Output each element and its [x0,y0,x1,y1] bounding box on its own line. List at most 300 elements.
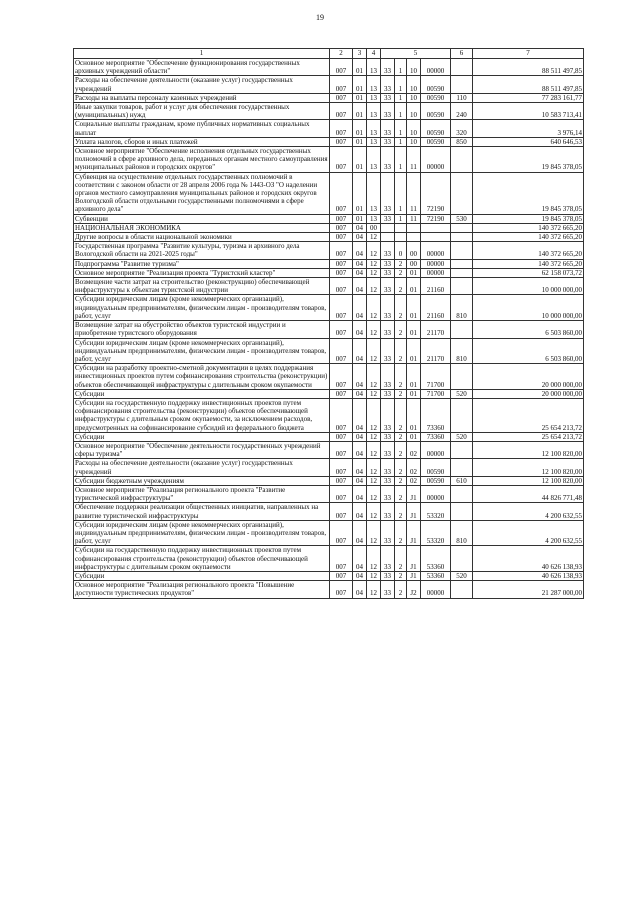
row-subsection-code: 13 [367,172,381,214]
row-subsection-code: 12 [367,485,381,502]
row-admin-code: 007 [330,103,353,120]
table-row [74,321,584,338]
col-header-name: 1 [74,49,330,59]
row-target-direction: 00000 [421,147,451,173]
row-name-cell: Субсидии на разработку проектно-сметной документации в целях поддержания инвестиционных проектов путем софинансирования строительства (реконструкции) объектов обеспечивающей инфраструктуры с длительным сроком окупаемости [74,364,330,390]
row-target-program: 33 [381,364,395,390]
row-section-code: 04 [353,398,367,432]
row-name-cell: Основное мероприятие "Обеспечение функционирования государственных архивных учреждений области" [74,59,330,76]
row-subsection-code: 13 [367,103,381,120]
row-admin-code: 007 [330,268,353,277]
row-admin-code: 007 [330,520,353,546]
row-target-direction: 71700 [421,364,451,390]
table-row [74,278,584,295]
row-target-measure: 00 [407,259,421,268]
row-target-direction: 00000 [421,581,451,598]
row-target-measure: 11 [407,172,421,214]
row-target-program: 33 [381,459,395,476]
row-name-cell: Субвенция на осуществление отдельных государственных полномочий в соответствии с законом области от 28 апреля 2006 года № 1443-ОЗ "О наделении органов местного самоуправления муниципальных районов и городских округов Вологодской области отдельными государственными полномочиями в сфере архивного дела" [74,172,330,214]
row-target-program: 33 [381,398,395,432]
row-amount: 12 100 820,00 [473,476,584,485]
row-expense-type: 320 [451,120,473,137]
row-expense-type: 810 [451,338,473,364]
row-subsection-code: 12 [367,338,381,364]
row-admin-code: 007 [330,432,353,441]
row-amount: 10 000 000,00 [473,295,584,321]
row-target-direction: 53360 [421,546,451,572]
row-name-cell: НАЦИОНАЛЬНАЯ ЭКОНОМИКА [74,223,330,232]
row-amount: 25 654 213,72 [473,432,584,441]
row-target-program: 33 [381,389,395,398]
row-amount: 140 372 665,20 [473,233,584,242]
row-name-cell: Субсидии на государственную поддержку инвестиционных проектов путем софинансирования строительства (реконструкции) объектов обеспечивающей инфраструктуры с длительным сроком окупаемости, за исключением расходов, предусмотренных на софинансирование субсидий из федерального бюджета [74,398,330,432]
row-name-cell: Иные закупки товаров, работ и услуг для обеспечения государственных (муниципальных) нужд [74,103,330,120]
row-target-subprogram [395,233,407,242]
row-section-code: 04 [353,295,367,321]
row-expense-type [451,321,473,338]
row-expense-type [451,546,473,572]
row-subsection-code: 12 [367,571,381,580]
row-target-measure: 00 [407,242,421,259]
row-section-code: 04 [353,242,367,259]
row-target-program: 33 [381,59,395,76]
row-name-cell: Основное мероприятие "Обеспечение деятельности государственных учреждений сферы туризма" [74,441,330,458]
row-target-direction: 21160 [421,278,451,295]
row-amount: 4 200 632,55 [473,520,584,546]
row-admin-code: 007 [330,398,353,432]
row-amount: 62 158 073,72 [473,268,584,277]
row-admin-code: 007 [330,295,353,321]
table-body [74,59,584,599]
row-amount: 77 283 161,77 [473,93,584,102]
row-expense-type [451,441,473,458]
table-row [74,93,584,102]
row-target-program: 33 [381,571,395,580]
row-target-program: 33 [381,103,395,120]
row-amount: 20 000 000,00 [473,364,584,390]
row-name-cell: Субсидии на государственную поддержку инвестиционных проектов путем софинансирования строительства (реконструкции) объектов обеспечивающей инфраструктуры с длительным сроком окупаемости [74,546,330,572]
row-admin-code: 007 [330,571,353,580]
row-section-code: 04 [353,364,367,390]
row-target-measure: 10 [407,76,421,93]
row-expense-type [451,223,473,232]
row-expense-type [451,76,473,93]
row-target-measure: 10 [407,93,421,102]
table-row [74,459,584,476]
row-expense-type [451,581,473,598]
row-expense-type: 520 [451,571,473,580]
row-name-cell: Субсидии [74,389,330,398]
row-target-subprogram: 2 [395,364,407,390]
row-admin-code: 007 [330,485,353,502]
row-target-subprogram: 2 [395,459,407,476]
row-name-cell: Уплата налогов, сборов и иных платежей [74,137,330,146]
row-target-direction: 21170 [421,338,451,364]
row-name-cell: Расходы на обеспечение деятельности (оказание услуг) государственных учреждений [74,76,330,93]
row-admin-code: 007 [330,147,353,173]
row-subsection-code: 12 [367,268,381,277]
row-expense-type: 810 [451,295,473,321]
row-subsection-code: 12 [367,520,381,546]
row-target-measure: J1 [407,503,421,520]
row-target-direction: 73360 [421,432,451,441]
page-number: 19 [316,13,324,22]
row-amount: 19 845 378,05 [473,172,584,214]
row-target-program: 33 [381,520,395,546]
row-amount: 20 000 000,00 [473,389,584,398]
row-target-direction [421,223,451,232]
table-row [74,476,584,485]
row-expense-type: 520 [451,432,473,441]
row-amount: 88 511 497,85 [473,76,584,93]
col-header-section: 3 [353,49,367,59]
row-target-direction: 00000 [421,259,451,268]
row-name-cell: Основное мероприятие "Реализация регионального проекта "Повышение доступности туристических продуктов" [74,581,330,598]
row-target-subprogram: 0 [395,242,407,259]
row-name-cell: Основное мероприятие "Обеспечение исполнения отдельных государственных полномочий в сфере архивного дела, переданных органам местного самоуправления муниципальных районов и городских округов" [75,147,328,172]
row-name-cell: Расходы на выплаты персоналу казенных учреждений [74,93,330,102]
row-target-measure: 02 [407,441,421,458]
row-subsection-code: 12 [367,259,381,268]
table-row [74,389,584,398]
row-target-measure: 02 [407,476,421,485]
row-target-direction: 21170 [421,321,451,338]
row-section-code: 04 [353,571,367,580]
row-target-subprogram: 1 [395,103,407,120]
row-target-program: 33 [381,295,395,321]
table-row [74,268,584,277]
row-expense-type [451,278,473,295]
row-name-cell: Социальные выплаты гражданам, кроме публичных нормативных социальных выплат [74,120,330,137]
row-amount: 6 503 860,00 [473,321,584,338]
row-expense-type [451,172,473,214]
row-admin-code: 007 [330,93,353,102]
row-target-subprogram: 2 [395,295,407,321]
row-admin-code: 007 [330,278,353,295]
row-subsection-code: 12 [367,546,381,572]
row-admin-code: 007 [330,214,353,223]
row-target-subprogram: 1 [395,76,407,93]
row-section-code: 04 [353,503,367,520]
row-admin-code: 007 [330,364,353,390]
row-section-code: 04 [353,459,367,476]
row-expense-type [451,242,473,259]
row-target-program: 33 [381,278,395,295]
row-admin-code: 007 [330,441,353,458]
row-amount: 140 372 665,20 [473,242,584,259]
row-section-code: 04 [353,441,367,458]
row-target-measure: J1 [407,546,421,572]
row-target-program: 33 [381,485,395,502]
row-admin-code: 007 [330,503,353,520]
row-target-program: 33 [381,338,395,364]
row-section-code: 01 [353,76,367,93]
row-target-direction: 00590 [421,76,451,93]
row-target-measure: 01 [407,268,421,277]
row-expense-type [451,59,473,76]
row-name-cell: Субсидии [74,432,330,441]
table-row [74,214,584,223]
row-target-direction: 00000 [421,485,451,502]
row-name-cell: Обеспечение поддержки реализации общественных инициатив, направленных на развитие туристической инфраструктуры [74,503,330,520]
row-admin-code: 007 [330,476,353,485]
row-section-code: 04 [353,259,367,268]
row-target-subprogram: 2 [395,389,407,398]
row-subsection-code: 12 [367,233,381,242]
row-target-direction: 00590 [421,459,451,476]
row-target-direction [421,233,451,242]
table-row [74,233,584,242]
row-target-subprogram: 1 [395,147,407,173]
row-target-measure: 10 [407,59,421,76]
row-target-measure: 11 [407,147,421,173]
row-target-subprogram [395,223,407,232]
row-target-direction: 00000 [421,242,451,259]
row-target-subprogram: 2 [395,398,407,432]
row-section-code: 01 [353,172,367,214]
row-subsection-code: 13 [367,147,381,173]
table-row [74,76,584,93]
row-target-measure: 01 [407,278,421,295]
row-target-direction: 21160 [421,295,451,321]
row-name-cell: Основное мероприятие "Реализация проекта "Туристский кластер" [74,268,330,277]
row-subsection-code: 12 [367,321,381,338]
row-target-subprogram: 1 [395,59,407,76]
header-row [74,49,584,59]
row-target-program: 33 [381,120,395,137]
col-header-amount: 7 [473,49,584,59]
table-row [74,503,584,520]
row-section-code: 04 [353,546,367,572]
row-target-measure: 10 [407,120,421,137]
row-target-measure: J1 [407,571,421,580]
row-expense-type [451,485,473,502]
row-amount: 40 626 138,93 [473,571,584,580]
row-target-subprogram: 1 [395,214,407,223]
row-section-code: 04 [353,338,367,364]
row-section-code: 01 [353,214,367,223]
row-name-cell: Субсидии бюджетным учреждениям [74,476,330,485]
row-expense-type [451,364,473,390]
row-section-code: 04 [353,432,367,441]
row-target-subprogram: 2 [395,278,407,295]
row-target-direction: 53320 [421,520,451,546]
row-admin-code: 007 [330,59,353,76]
row-expense-type [451,459,473,476]
row-subsection-code: 12 [367,242,381,259]
row-admin-code: 007 [330,581,353,598]
row-target-subprogram: 2 [395,259,407,268]
row-target-subprogram: 2 [395,441,407,458]
row-target-program: 33 [381,137,395,146]
row-expense-type: 850 [451,137,473,146]
row-target-measure: 01 [407,364,421,390]
row-name-cell: Подпрограмма "Развитие туризма" [74,259,330,268]
row-expense-type: 520 [451,389,473,398]
row-admin-code: 007 [330,338,353,364]
row-subsection-code: 12 [367,295,381,321]
row-amount: 12 100 820,00 [473,441,584,458]
table-row [74,398,584,432]
row-amount: 140 372 665,20 [473,259,584,268]
row-target-subprogram: 1 [395,172,407,214]
table-row [74,103,584,120]
row-target-measure: 01 [407,389,421,398]
row-amount: 12 100 820,00 [473,459,584,476]
row-target-direction: 00590 [421,93,451,102]
row-subsection-code: 13 [367,214,381,223]
row-target-direction: 00590 [421,103,451,120]
row-amount: 140 372 665,20 [473,223,584,232]
row-subsection-code: 12 [367,503,381,520]
row-target-subprogram: 2 [395,476,407,485]
row-target-direction: 73360 [421,398,451,432]
row-target-subprogram: 2 [395,432,407,441]
row-target-program: 33 [381,147,395,173]
row-name-cell: Субсидии юридическим лицам (кроме некоммерческих организаций), индивидуальным предпринимателям, физическим лицам - производителям товаров, работ, услуг [74,338,330,364]
row-name-cell: Субвенции [74,214,330,223]
row-section-code: 04 [353,233,367,242]
row-target-measure: J1 [407,520,421,546]
row-target-program: 33 [381,268,395,277]
row-section-code: 01 [353,93,367,102]
row-target-direction: 53360 [421,571,451,580]
row-subsection-code: 12 [367,432,381,441]
row-section-code: 01 [353,137,367,146]
table-row [74,295,584,321]
row-section-code: 04 [353,278,367,295]
table-row [74,520,584,546]
row-amount: 19 845 378,05 [473,147,584,173]
row-amount: 44 826 771,48 [473,485,584,502]
row-section-code: 01 [353,103,367,120]
table-row [74,338,584,364]
row-amount: 10 583 713,41 [473,103,584,120]
row-amount: 25 654 213,72 [473,398,584,432]
row-target-program: 33 [381,214,395,223]
row-target-measure: 01 [407,432,421,441]
row-target-measure [407,233,421,242]
row-subsection-code: 00 [367,223,381,232]
row-target-direction: 72190 [421,172,451,214]
row-name-cell: Основное мероприятие "Реализация регионального проекта "Развитие туристической инфраструктуры" [74,485,330,502]
row-subsection-code: 13 [367,137,381,146]
col-header-admin: 2 [330,49,353,59]
row-name-cell: Расходы на обеспечение деятельности (оказание услуг) государственных учреждений [74,459,330,476]
row-amount: 3 976,14 [473,120,584,137]
row-name-cell: Субсидии юридическим лицам (кроме некоммерческих организаций), индивидуальным предпринимателям, физическим лицам - производителям товаров, работ, услуг [74,520,330,546]
table-row [74,242,584,259]
row-target-subprogram: 2 [395,571,407,580]
row-name-cell: Возмещение затрат на обустройство объектов туристской индустрии и приобретение туристского оборудования [74,321,330,338]
row-admin-code: 007 [330,137,353,146]
row-target-program: 33 [381,259,395,268]
row-target-measure: 11 [407,214,421,223]
row-section-code: 04 [353,581,367,598]
row-target-subprogram: 1 [395,137,407,146]
table-row [74,571,584,580]
row-admin-code: 007 [330,259,353,268]
row-subsection-code: 12 [367,278,381,295]
col-header-expense-type: 6 [451,49,473,59]
row-target-measure: 01 [407,321,421,338]
row-admin-code: 007 [330,76,353,93]
row-target-direction: 72190 [421,214,451,223]
row-admin-code: 007 [330,389,353,398]
row-target-subprogram: 2 [395,581,407,598]
row-target-subprogram: 2 [395,520,407,546]
row-section-code: 04 [353,268,367,277]
row-target-program: 33 [381,76,395,93]
row-subsection-code: 12 [367,476,381,485]
row-amount: 6 503 860,00 [473,338,584,364]
row-target-subprogram: 2 [395,546,407,572]
row-section-code: 01 [353,59,367,76]
row-target-direction: 00000 [421,268,451,277]
row-target-direction: 00000 [421,441,451,458]
row-target-program: 33 [381,581,395,598]
table-row [74,432,584,441]
row-section-code: 04 [353,485,367,502]
table-row [74,259,584,268]
row-target-measure: J1 [407,485,421,502]
row-name-cell: Другие вопросы в области национальной экономики [74,233,330,242]
table-row [74,59,584,76]
row-admin-code: 007 [330,120,353,137]
row-expense-type [451,398,473,432]
row-target-measure: J2 [407,581,421,598]
row-target-direction: 00590 [421,476,451,485]
col-header-target: 5 [381,49,451,59]
row-target-direction: 71700 [421,389,451,398]
row-admin-code: 007 [330,242,353,259]
row-target-subprogram: 2 [395,503,407,520]
row-subsection-code: 12 [367,364,381,390]
table-row [74,120,584,137]
row-admin-code: 007 [330,223,353,232]
table-row [74,364,584,390]
row-target-direction: 00590 [421,120,451,137]
row-admin-code: 007 [330,172,353,214]
row-expense-type [451,259,473,268]
row-target-program: 33 [381,432,395,441]
row-target-program: 33 [381,503,395,520]
row-target-program: 33 [381,546,395,572]
row-section-code: 04 [353,389,367,398]
row-target-measure: 10 [407,137,421,146]
row-target-measure: 02 [407,459,421,476]
col-header-subsection: 4 [367,49,381,59]
row-admin-code: 007 [330,546,353,572]
row-expense-type [451,147,473,173]
row-admin-code: 007 [330,459,353,476]
row-subsection-code: 12 [367,398,381,432]
row-subsection-code: 13 [367,76,381,93]
row-amount: 88 511 497,85 [473,59,584,76]
row-section-code: 04 [353,223,367,232]
row-target-direction: 00590 [421,137,451,146]
row-target-measure [407,223,421,232]
row-target-program [381,233,395,242]
row-section-code: 01 [353,147,367,173]
row-subsection-code: 13 [367,59,381,76]
row-target-program: 33 [381,441,395,458]
row-amount: 640 646,53 [473,137,584,146]
row-target-program: 33 [381,172,395,214]
row-target-subprogram: 2 [395,321,407,338]
row-subsection-code: 12 [367,441,381,458]
budget-table [73,48,584,599]
